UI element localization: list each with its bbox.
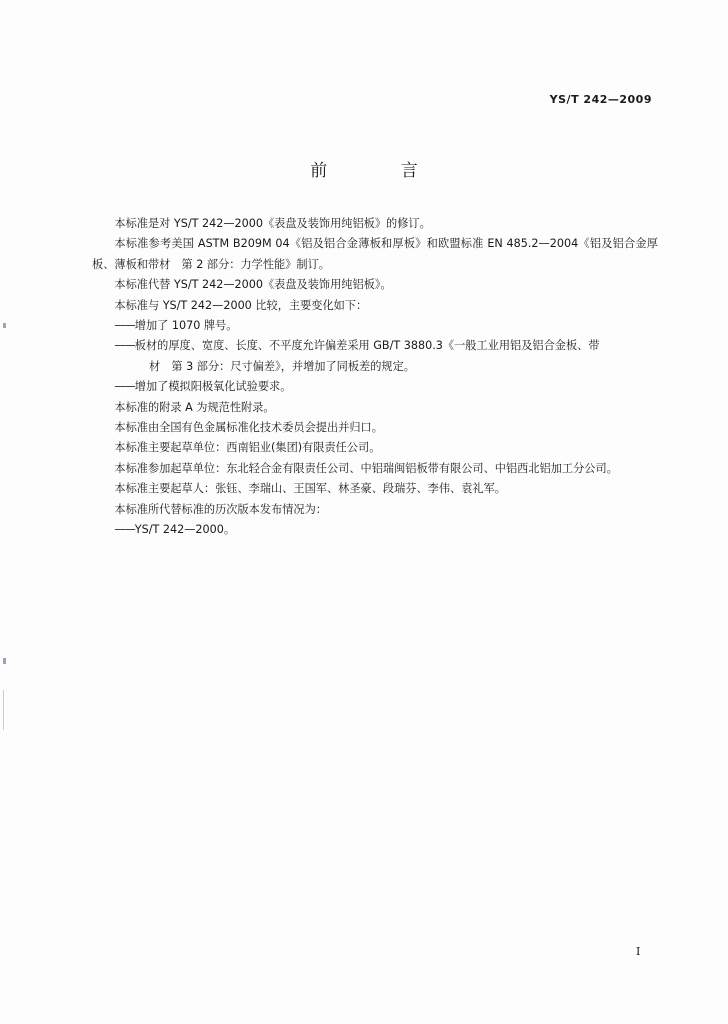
paragraph-revision: 本标准是对 YS/T 242—2000《表盘及装饰用纯铝板》的修订。 xyxy=(114,217,431,230)
list-item xyxy=(92,377,658,397)
paragraph-annex: 本标准的附录 A 为规范性附录。 xyxy=(114,400,275,414)
foreword-body xyxy=(92,214,658,541)
list-item xyxy=(92,316,658,336)
paragraph-reference: 本标准参考美国 ASTM B209M 04《铝及铝合金薄板和厚板》和欧盟标准 EN 485.2—2004《铝及铝合金厚板、薄板和带材 第 2 部分：力学性能》制订。 xyxy=(92,237,658,271)
paragraph-changes-intro: 本标准与 YS/T 242—2000 比较，主要变化如下： xyxy=(114,298,368,312)
scan-mark xyxy=(3,658,6,664)
scan-mark xyxy=(3,323,6,328)
scan-mark xyxy=(3,690,4,730)
dash-marker: —— xyxy=(114,523,135,537)
dash-marker: —— xyxy=(114,319,135,333)
list-item-text: YS/T 242—2000。 xyxy=(134,523,236,537)
list-item-continuation: 材 第 3 部分：尺寸偏差》，并增加了同板差的规定。 xyxy=(149,359,415,373)
paragraph-proposer: 本标准由全国有色金属标准化技术委员会提出并归口。 xyxy=(114,421,383,435)
dash-marker: —— xyxy=(114,380,135,394)
paragraph-history-intro: 本标准所代替标准的历次版本发布情况为： xyxy=(114,502,327,516)
page-title: 前 言 xyxy=(310,161,452,181)
list-item xyxy=(92,520,658,540)
dash-marker: —— xyxy=(114,339,135,353)
paragraph-replaces: 本标准代替 YS/T 242—2000《表盘及装饰用纯铝板》。 xyxy=(114,278,392,292)
list-item-text: 板材的厚度、宽度、长度、不平度允许偏差采用 GB/T 3880.3《一般工业用铝及铝合金板、带 xyxy=(134,339,600,353)
paragraph-participating-units: 本标准参加起草单位：东北轻合金有限责任公司、中铝瑞闽铝板带有限公司、中铝西北铝加工分公司。 xyxy=(114,461,618,475)
paragraph-drafters: 本标准主要起草人：张钰、李瑞山、王国军、林圣豪、段瑞芬、李伟、袁礼军。 xyxy=(114,482,506,496)
page-number: Ⅰ xyxy=(636,945,641,958)
list-item-text: 增加了模拟阳极氧化试验要求。 xyxy=(134,380,292,394)
list-item xyxy=(92,336,658,356)
paragraph-main-drafter-unit: 本标准主要起草单位：西南铝业(集团)有限责任公司。 xyxy=(114,441,381,455)
list-item-text: 增加了 1070 牌号。 xyxy=(134,319,238,333)
standard-code: YS/T 242—2009 xyxy=(549,93,652,106)
